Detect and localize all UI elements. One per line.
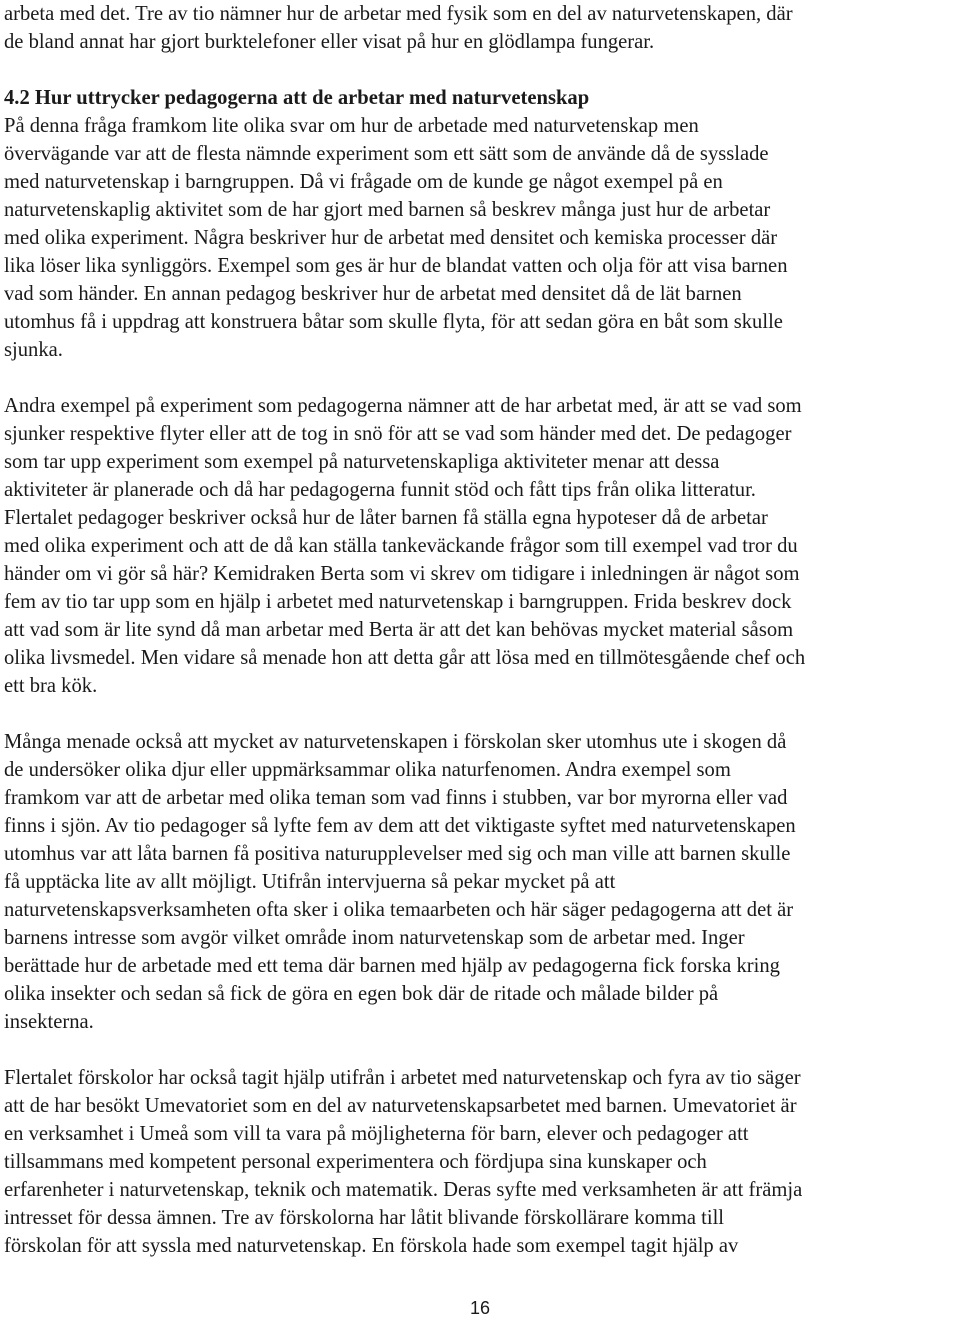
text-line: naturvetenskaplig aktivitet som de har gjort med barnen så beskrev många just hur de arbetar [4,199,771,221]
paragraph-3 [4,728,956,1036]
text-line: sjunker respektive flyter eller att de tog in snö för att se vad som händer med det. De pedagoger [4,423,792,445]
text-line: arbeta med det. Tre av tio nämner hur de arbetar med fysik som en del av naturvetenskapen, där [4,3,793,25]
paragraph-4 [4,1064,956,1260]
text-line: de bland annat har gjort burktelefoner eller visat på hur en glödlampa fungerar. [4,31,655,53]
text-line: med olika experiment och att de då kan ställa tankeväckande frågor som till exempel vad tror du [4,535,798,557]
document-body [4,0,956,1260]
text-line: aktiviteter är planerade och då har pedagogerna funnit stöd och fått tips från olika litteratur. [4,479,756,501]
paragraph-gap [4,364,956,392]
section-heading: 4.2 Hur uttrycker pedagogerna att de arbetar med naturvetenskap [4,87,590,109]
text-line: Flertalet pedagoger beskriver också hur de låter barnen få ställa egna hypoteser då de arbetar [4,507,768,529]
text-line: naturvetenskapsverksamheten ofta sker i olika temaarbeten och här säger pedagogerna att det är [4,899,794,921]
text-line: intresset för dessa ämnen. Tre av förskolorna har låtit blivande förskollärare komma till [4,1207,725,1229]
text-line: lika löser lika synliggörs. Exempel som ges är hur de blandat vatten och olja för att visa barnen [4,255,788,277]
text-line: med naturvetenskap i barngruppen. Då vi frågade om de kunde ge något exempel på en [4,171,723,193]
text-line: Andra exempel på experiment som pedagogerna nämner att de har arbetat med, är att se vad som [4,395,802,417]
text-line: de undersöker olika djur eller uppmärksammar olika naturfenomen. Andra exempel som [4,759,731,781]
text-line: tillsammans med kompetent personal experimentera och fördjupa sina kunskaper och [4,1151,707,1173]
paragraph-gap [4,1036,956,1064]
text-line: berättade hur de arbetade med ett tema där barnen med hjälp av pedagogerna fick forska kring [4,955,780,977]
text-line: insekterna. [4,1011,94,1033]
text-line: finns i sjön. Av tio pedagoger så lyfte fem av dem att det viktigaste syftet med naturvetenskapen [4,815,796,837]
text-line: att vad som är lite synd då man arbetar med Berta är att det kan behövas mycket material såsom [4,619,794,641]
text-line: olika livsmedel. Men vidare så menade hon att detta går att lösa med en tillmötesgående chef och [4,647,806,669]
text-line: olika insekter och sedan så fick de göra en egen bok där de ritade och målade bilder på [4,983,719,1005]
text-line: som tar upp experiment som exempel på naturvetenskapliga aktiviteter menar att dessa [4,451,720,473]
text-line: få upptäcka lite av allt möjligt. Utifrån intervjuerna så pekar mycket på att [4,871,616,893]
text-line: förskolan för att syssla med naturvetenskap. En förskola hade som exempel tagit hjälp av [4,1235,739,1257]
text-line: utomhus var att låta barnen få positiva naturupplevelser med sig och man ville att barnen skulle [4,843,791,865]
text-line: Många menade också att mycket av naturvetenskapen i förskolan sker utomhus ute i skogen då [4,731,787,753]
text-line: framkom var att de arbetar med olika teman som vad finns i stubben, var bor myrorna eller vad [4,787,788,809]
text-line: ett bra kök. [4,675,98,697]
text-line: Flertalet förskolor har också tagit hjälp utifrån i arbetet med naturvetenskap och fyra av tio säger [4,1067,801,1089]
text-line: en verksamhet i Umeå som vill ta vara på möjligheterna för barn, elever och pedagoger att [4,1123,749,1145]
paragraph-gap [4,700,956,728]
text-line: sjunka. [4,339,63,361]
text-line: utomhus få i uppdrag att konstruera båtar som skulle flyta, för att sedan göra en båt som skulle [4,311,783,333]
paragraph-gap [4,56,956,84]
text-line: På denna fråga framkom lite olika svar om hur de arbetade med naturvetenskap men [4,115,699,137]
intro-text [4,0,956,56]
paragraph-2 [4,392,956,700]
text-line: övervägande var att de flesta nämnde experiment som ett sätt som de använde då de sysslade [4,143,769,165]
text-line: barnens intresse som avgör vilket område inom naturvetenskap som de arbetar med. Inger [4,927,745,949]
text-line: att de har besökt Umevatoriet som en del av naturvetenskapsarbetet med barnen. Umevatoriet är [4,1095,797,1117]
text-line: händer om vi gör så här? Kemidraken Berta som vi skrev om tidigare i inledningen är något som [4,563,800,585]
text-line: erfarenheter i naturvetenskap, teknik och matematik. Deras syfte med verksamheten är att främja [4,1179,803,1201]
text-line: vad som händer. En annan pedagog beskriver hur de arbetat med densitet då de lät barnen [4,283,742,305]
text-line: med olika experiment. Några beskriver hur de arbetat med densitet och kemiska processer där [4,227,778,249]
page-number: 16 [469,1298,491,1318]
paragraph-1 [4,112,956,364]
text-line: fem av tio tar upp som en hjälp i arbetet med naturvetenskap i barngruppen. Frida beskrev dock [4,591,792,613]
